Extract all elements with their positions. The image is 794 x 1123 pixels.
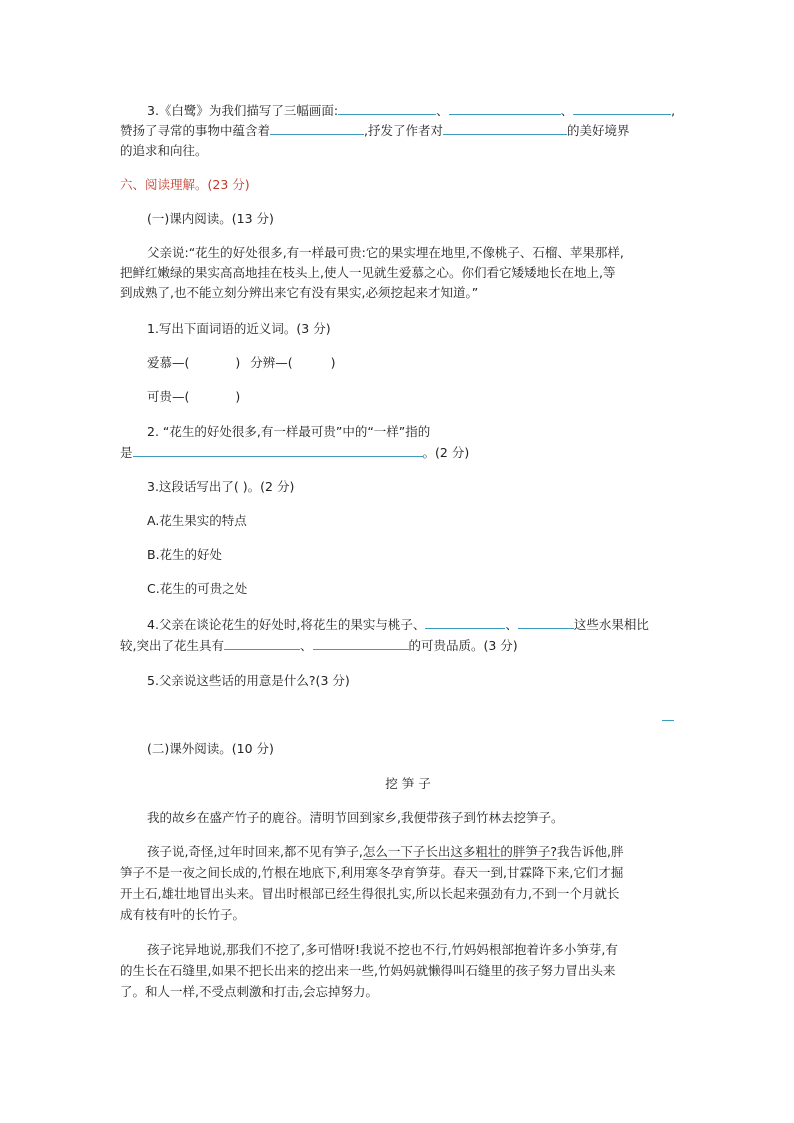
answer-blank[interactable] xyxy=(425,616,505,629)
passage-line: 父亲说:“花生的好处很多,有一样最可贵:它的果实埋在地里,不像桃子、石榴、苹果那样, xyxy=(147,245,624,260)
question-1-item3 xyxy=(147,388,240,406)
q2-suffix: 。(2 分) xyxy=(422,445,470,460)
question-4-line2 xyxy=(120,637,518,655)
part1-heading: (一)课内阅读。(13 分) xyxy=(147,211,274,226)
underlined-sentence: 怎么一下子长出这多粗壮的胖笋子? xyxy=(362,844,558,859)
q3-line2-b: ,抒发了作者对 xyxy=(364,123,443,138)
q3-line2-c: 的美好境界 xyxy=(567,123,630,138)
answer-blank[interactable] xyxy=(224,637,300,650)
question-4-line1 xyxy=(147,616,649,634)
paren-close: ) xyxy=(235,355,241,370)
q4-sep: 、 xyxy=(299,638,313,653)
q3-prefix: 3.《白鹭》为我们描写了三幅画面: xyxy=(147,103,339,118)
q2-prefix: 是 xyxy=(120,445,133,460)
question-1-stem: 1.写出下面词语的近义词。(3 分) xyxy=(147,321,331,336)
question-1-items xyxy=(147,354,336,372)
q4-text: 的可贵品质。(3 分) xyxy=(408,638,518,653)
synonym-item: 分辨—( xyxy=(250,355,293,370)
answer-blank[interactable] xyxy=(518,616,574,629)
q3-line2-a: 赞扬了寻常的事物中蕴含着 xyxy=(120,123,271,138)
q4-text: 这些水果相比 xyxy=(573,617,649,632)
q4-sep: 、 xyxy=(505,617,518,632)
article-paragraph-3-line: 的生长在石缝里,如果不把长出来的挖出来一些,竹妈妈就懒得叫石缝里的孩子努力冒出头来 xyxy=(120,963,616,978)
article-paragraph-2-line: 笋子不是一夜之间长成的,竹根在地底下,利用寒冬孕育笋芽。春天一到,甘霖降下来,它们才掘 xyxy=(120,865,624,880)
fill-question-3-line2 xyxy=(120,122,630,140)
part2-heading: (二)课外阅读。(10 分) xyxy=(147,741,274,756)
fill-question-3-line3: 的追求和向往。 xyxy=(120,143,208,158)
q4-text: 较,突出了花生具有 xyxy=(120,638,224,653)
paren-close: ) xyxy=(235,389,241,404)
option-a[interactable]: A.花生果实的特点 xyxy=(147,513,247,528)
q3-end: , xyxy=(671,103,676,118)
answer-blank[interactable] xyxy=(270,122,364,135)
paren-close: ) xyxy=(330,355,336,370)
question-5-stem: 5.父亲说这些话的用意是什么?(3 分) xyxy=(147,673,350,688)
passage-line: 把鲜红嫩绿的果实高高地挂在枝头上,使人一见就生爱慕之心。你们看它矮矮地长在地上,等 xyxy=(120,265,616,280)
answer-blank[interactable] xyxy=(443,122,567,135)
synonym-item: 可贵—( xyxy=(147,389,190,404)
option-c[interactable]: C.花生的可贵之处 xyxy=(147,581,248,596)
answer-line[interactable] xyxy=(662,720,674,721)
question-2-stem: 2. “花生的好处很多,有一样最可贵”中的“一样”指的 xyxy=(147,424,431,439)
article-paragraph-2-line1 xyxy=(147,843,624,861)
answer-blank[interactable] xyxy=(573,102,671,115)
p2-text: 孩子说,奇怪,过年时回来,都不见有笋子, xyxy=(147,844,363,859)
answer-blank[interactable] xyxy=(338,102,436,115)
q4-text: 4.父亲在谈论花生的好处时,将花生的果实与桃子、 xyxy=(147,617,426,632)
article-paragraph-1: 我的故乡在盛产竹子的鹿谷。清明节回到家乡,我便带孩子到竹林去挖笋子。 xyxy=(147,810,564,825)
article-paragraph-3-line: 了。和人一样,不受点刺激和打击,会忘掉努力。 xyxy=(120,984,378,999)
passage-line: 到成熟了,也不能立刻分辨出来它有没有果实,必须挖起来才知道。” xyxy=(120,285,479,300)
p2-text: 我告诉他,胖 xyxy=(557,844,624,859)
section-title: 六、阅读理解。(23 分) xyxy=(120,177,250,192)
question-2-line2 xyxy=(120,444,469,462)
question-3-stem: 3.这段话写出了( )。(2 分) xyxy=(147,479,295,494)
answer-blank[interactable] xyxy=(313,637,409,650)
article-title: 挖 笋 子 xyxy=(385,776,431,791)
q3-sep: 、 xyxy=(436,103,449,118)
answer-blank[interactable] xyxy=(449,102,561,115)
q3-sep: 、 xyxy=(560,103,574,118)
article-paragraph-2-line: 成有枝有叶的长竹子。 xyxy=(120,907,246,922)
synonym-item: 爱慕—( xyxy=(147,355,190,370)
fill-question-3 xyxy=(147,102,675,120)
answer-blank[interactable] xyxy=(133,444,423,457)
article-paragraph-3-line: 孩子诧异地说,那我们不挖了,多可惜呀!我说不挖也不行,竹妈妈根部抱着许多小笋芽,有 xyxy=(147,942,618,957)
option-b[interactable]: B.花生的好处 xyxy=(147,547,223,562)
article-paragraph-2-line: 开土石,雄壮地冒出头来。冒出时根部已经生得很扎实,所以长起来强劲有力,不到一个月就长 xyxy=(120,886,620,901)
